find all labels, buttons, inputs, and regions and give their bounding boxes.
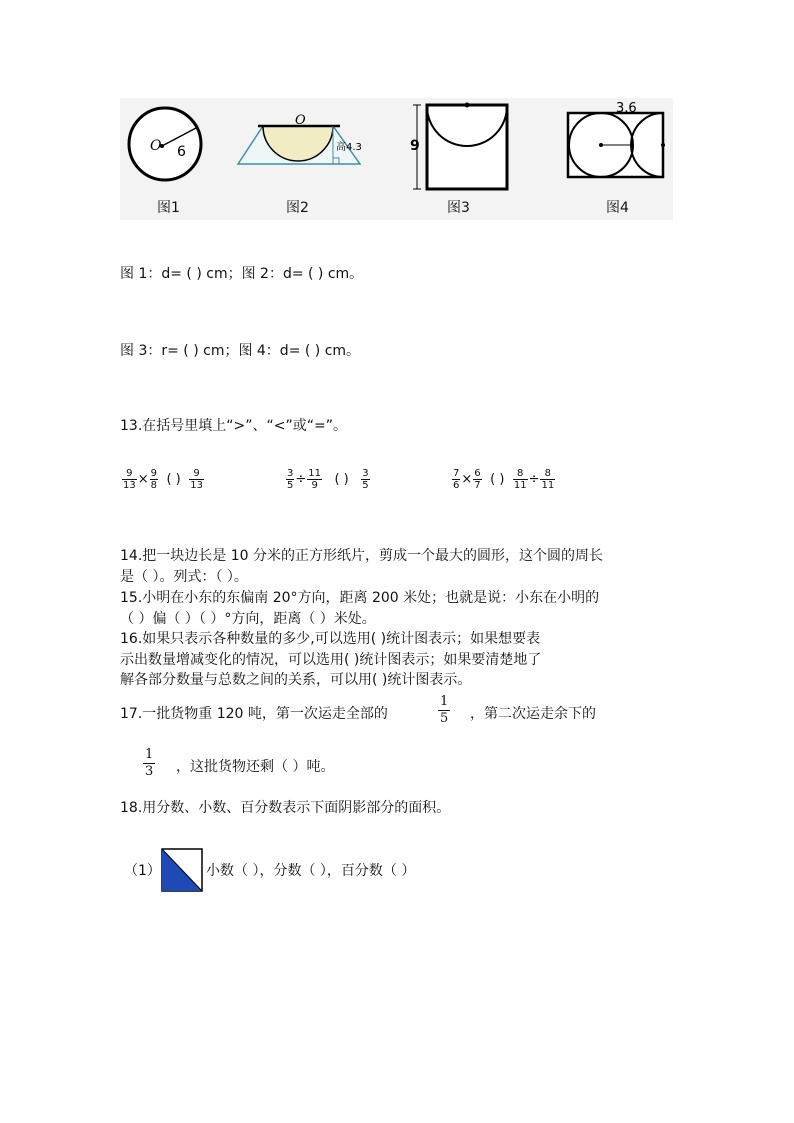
q12-line-1: 图 1：d= ( ) cm；图 2：d= ( ) cm。: [120, 266, 364, 282]
fig3-side-label: 9: [410, 138, 420, 154]
figure-2-trapezoid: [238, 113, 362, 164]
fig2-height-label: 高4.3: [336, 142, 362, 153]
fraction: $\frac{3}{5}$: [362, 468, 369, 491]
figures-drawing: [120, 98, 673, 220]
q13-item-1: $\frac{9}{13}$ × $\frac{9}{8}$ ( ) $\frac{9}{13}$: [123, 468, 203, 491]
figure-1-circle: [129, 108, 201, 180]
fraction: $\frac{11}{9}$: [308, 468, 322, 491]
q12-line-2: 图 3：r= ( ) cm；图 4：d= ( ) cm。: [120, 343, 361, 359]
figure-4-rectangle: [568, 101, 665, 177]
figure-caption-3: 图3: [447, 200, 470, 216]
figures-panel: [120, 98, 673, 220]
figure-3-square: [410, 103, 507, 190]
q17-part-3: ，这批货物还剩（ ）吨。: [176, 759, 335, 775]
q15-line-1: 15.小明在小东的东偏南 20°方向，距离 200 米处；也就是说：小东在小明的: [120, 590, 600, 606]
fig4-top-label: 3.6: [616, 101, 637, 116]
q18-shaded-square: [161, 848, 203, 892]
fraction: $\frac{7}{6}$: [453, 468, 460, 491]
fraction: $\frac{6}{7}$: [474, 468, 481, 491]
q13-title: 13.在括号里填上“>”、“<”或“=”。: [120, 418, 347, 434]
q16-line-1: 16.如果只表示各种数量的多少,可以选用( )统计图表示；如果想要表: [120, 631, 541, 647]
figure-caption-1: 图1: [157, 200, 180, 216]
figure-caption-2: 图2: [286, 200, 309, 216]
q17-part-2: ，第二次运走余下的: [470, 706, 596, 722]
q13-item-2: $\frac{3}{5}$ ÷ $\frac{11}{9}$ ( ) $\frac{3}{5}$: [287, 468, 369, 491]
q15-line-2: （ ）偏（ ）（ ）°方向，距离（ ）米处。: [120, 611, 376, 627]
comparison-blank: ( ): [334, 472, 349, 487]
fig1-center-label: O: [150, 138, 162, 154]
fraction: $\frac{9}{13}$: [123, 468, 136, 491]
q16-line-2: 示出数量增减变化的情况，可以选用( )统计图表示；如果要清楚地了: [120, 652, 542, 668]
fraction: $\frac{9}{13}$: [190, 468, 203, 491]
q18-label: （1）: [124, 863, 161, 879]
q18-answer-line: 小数（ ），分数（ ），百分数（ ）: [206, 863, 416, 879]
fig2-center-label: O: [295, 113, 306, 128]
q17-fraction-1: $\frac{1}{5}$: [440, 694, 449, 726]
q18-title: 18.用分数、小数、百分数表示下面阴影部分的面积。: [120, 800, 451, 816]
fig1-radius-label: 6: [177, 144, 186, 160]
comparison-blank: ( ): [490, 472, 505, 487]
q14-line-2: 是（ ）。列式：（ ）。: [120, 569, 248, 585]
q14-line-1: 14.把一块边长是 10 分米的正方形纸片，剪成一个最大的圆形，这个圆的周长: [120, 548, 603, 564]
q16-line-3: 解各部分数量与总数之间的关系，可以用( )统计图表示。: [120, 672, 472, 688]
fraction: $\frac{8}{11}$: [513, 468, 527, 491]
q13-item-3: $\frac{7}{6}$ × $\frac{6}{7}$ ( ) $\frac{8}{11}$ ÷ $\frac{8}{11}$: [453, 468, 555, 491]
fraction: $\frac{3}{5}$: [287, 468, 294, 491]
fraction: $\frac{9}{8}$: [150, 468, 158, 491]
q17-fraction-2: $\frac{1}{3}$: [145, 747, 154, 779]
q17-part-1: 17.一批货物重 120 吨，第一次运走全部的: [120, 706, 388, 722]
figure-caption-4: 图4: [606, 200, 629, 216]
fraction: $\frac{8}{11}$: [541, 468, 555, 491]
comparison-blank: ( ): [166, 472, 181, 487]
